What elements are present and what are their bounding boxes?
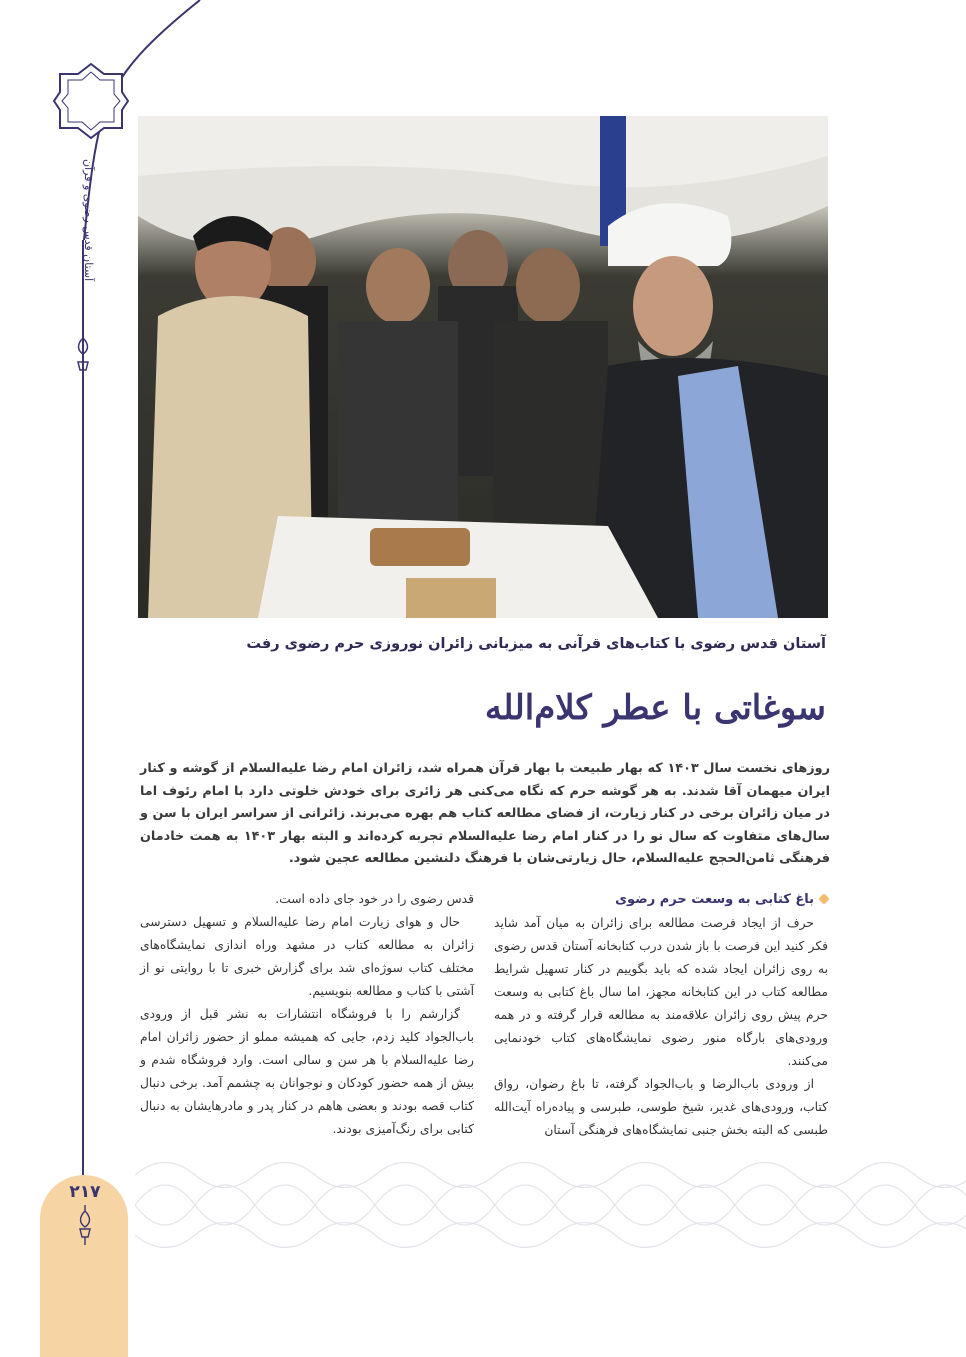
page-number: ۲۱۷ bbox=[69, 1182, 101, 1202]
left-column bbox=[140, 888, 474, 1141]
left-paragraph-2: حال و هوای زیارت امام رضا علیه‌السلام و تسهیل دسترسی زائران به مطالعه کتاب در مشهد وراه اندازی نمایشگاه‌های مختلف کتاب سوژه‌ای شد برای گزارش خبری تا با روایتی نو از آشتی با کتاب و مطالعه بنویسیم. bbox=[140, 915, 474, 998]
right-paragraph-2: از ورودی باب‌الرضا و باب‌الجواد گرفته، تا باغ رضوان، رواق کتاب، ورودی‌های غدیر، شیخ طوسی، طبرسی و پیاده‌راه آیت‌الله طبسی که البته بخش جنبی نمایشگاه‌های فرهنگی آستان bbox=[494, 1077, 828, 1137]
right-paragraph-1: حرف از ایجاد فرصت مطالعه برای زائران به میان آمد شاید فکر کنید این فرصت با باز شدن درب کتابخانه آستان قدس رضوی به روی زائران ایجاد شده که باید بگوییم در کنار تسهیل شرایط مطالعه کتاب در این کتابخانه مجهز، اما سال باغ کتابی به وسعت حرم پیش روی زائران علاقه‌مند به مطالعه قرار گرفته و در همه ورودی‌های بارگاه منور رضوی نمایشگاه‌های کتاب خودنمایی می‌کنند. bbox=[494, 916, 828, 1068]
left-paragraph-3: گزارشم را با فروشگاه انتشارات به نشر قبل از ورودی باب‌الجواد کلید زدم، جایی که همیشه مملو از حضور زائران امام رضا علیه‌السلام با هر سن و سالی است. وارد فروشگاه شدم و بیش از همه حضور کودکان و نوجوانان به چشمم آمد. برخی دنبال کتاب قصه بودند و بعضی هاهم در کنار پدر و مادرهایشان به دنبال کتابی برای رنگ‌آمیزی بودند. bbox=[140, 1007, 474, 1136]
article-lead: روزهای نخست سال ۱۴۰۳ که بهار طبیعت با بهار قرآن همراه شد، زائران امام رضا علیه‌السلام از گوشه و کنار ایران میهمان آقا شدند. به هر گوشه حرم که نگاه می‌کنی هر زائری برای خودش خلوتی دارد با امام رئوف اما در میان زائران برخی در کنار زیارت، از فضای مطالعه کتاب هم بهره می‌برند. زائرانی از سراسر ایران با سن و سال‌های متفاوت که سال نو را در کنار امام رضا علیه‌السلام تجربه کرده‌اند و البته بهار ۱۴۰۳ به همت خادمان فرهنگی ثامن‌الحجج علیه‌السلام، حال زیارتی‌شان با فرهنگ دلنشین مطالعه عجین شود. bbox=[140, 761, 830, 866]
finial-ornament-icon bbox=[74, 330, 92, 390]
side-section-label: آستان قدس رضوی و قرآن bbox=[82, 158, 95, 282]
photo-scene bbox=[138, 116, 828, 618]
decorative-pattern bbox=[135, 1160, 966, 1250]
article-subtitle: آستان قدس رضوی با کتاب‌های قرآنی به میزبانی زائران نوروزی حرم رضوی رفت bbox=[246, 636, 826, 652]
left-paragraph-1: قدس رضوی را در خود جای داده است. bbox=[275, 892, 474, 906]
page-number-tab bbox=[40, 1175, 128, 1357]
article-title: سوغاتی با عطر کلام‌الله bbox=[484, 688, 826, 728]
section-bullet-icon bbox=[818, 893, 829, 904]
right-column bbox=[494, 888, 828, 1142]
bottom-finial-icon bbox=[76, 1205, 94, 1245]
section-heading-text: باغ کتابی به وسعت حرم رضوی bbox=[615, 892, 814, 907]
section-heading bbox=[494, 888, 828, 912]
magazine-logo-icon bbox=[52, 62, 130, 140]
article-photo bbox=[138, 116, 828, 618]
